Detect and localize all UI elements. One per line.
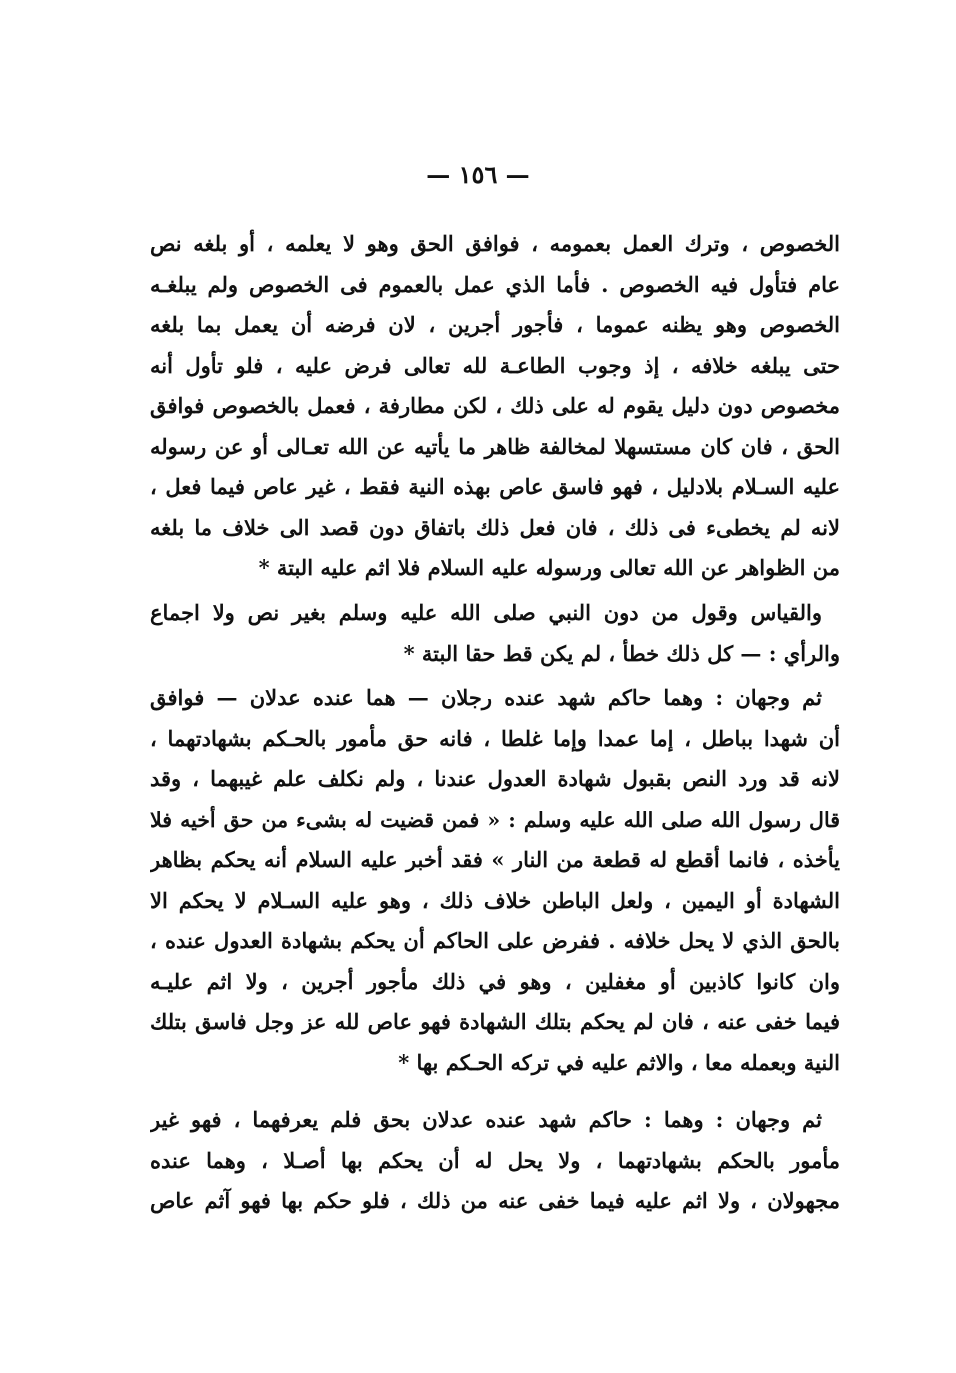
paragraph-3 (150, 678, 840, 1083)
text-line: قال رسول الله صلى الله عليه وسلم : « فمن قضيت له بشىء من حق أخيه فلا (150, 807, 840, 832)
text-line: فيما خفى عنه ، فان لم يحكم بتلك الشهادة فهو عاص لله عز وجل فاسق بتلك (150, 1009, 840, 1034)
paragraph-2 (150, 593, 840, 674)
text-line: عليه السـلام بلادليل ، فهو فاسق عاص بهذه النية فقط ، غير عاص فيما فعل ، (150, 474, 840, 499)
text-line: الخصوص ، وترك العمل بعمومه ، فوافق الحق وهو لا يعلمه ، أو بلغه نص (150, 231, 840, 256)
text-line: حتى يبلغه خلافه ، إذ وجوب الطاعـة لله تعالى فرض عليه ، فلو تأول أنه (150, 352, 840, 378)
text-line: ثم وجهان : وهما : حاكم شهد عنده عدلان بحق فلم يعرفهما ، فهو غير (150, 1107, 822, 1132)
text-line: من الظواهر عن الله تعالى ورسوله عليه السلام فلا اثم عليه البتة * (258, 555, 840, 580)
text-line: الخصوص وهو يظنه عموما ، فأجور أجرين ، لان فرضه أن يعمل بما بلغه (150, 312, 840, 337)
text-line: والرأي : — كل ذلك خطأ ، لم يكن قط حقا البتة * (403, 640, 840, 666)
text-line: النية وبعمله معا ، والاثم عليه في تركه الحـكم بها * (398, 1049, 840, 1075)
text-line: وان كانوا كاذبين أو مغفلين ، وهو في ذلك مأجور أجرين ، ولا اثم عليـه (150, 968, 840, 994)
text-line: لانه لم يخطىء فى ذلك ، فان فعل ذلك باتفاق دون قصد الى خلاف ما بلغه (150, 514, 840, 540)
text-line: الحق ، فان كان مستسهلا لمخالفة ظاهر ما يأتيه عن الله تعـالى أو عن رسوله (150, 433, 840, 459)
text-line: مجهولان ، ولا اثم عليه فيما خفى عنه من ذلك ، فلو حكم بها فهو آثم عاص (150, 1188, 840, 1213)
text-line: مخصوص دون دليل يقوم له على ذلك ، لكن مطارفة ، فعمل بالخصوص فوافق (150, 393, 840, 418)
text-line: مأمور بالحكم بشهادتهما ، ولا يحل له أن يحكم بها أصـلا ، وهما عنده (150, 1147, 840, 1173)
page-number: — ١٥٦ — (426, 160, 530, 189)
text-line: بالحق الذي لا يحل خلافه . ففرض على الحاكم أن يحكم بشهادة العدول عنده ، (150, 928, 840, 953)
text-line: الشهادة أو اليمين ، ولعل الباطن خلاف ذلك ، وهو عليه السـلام لا يحكم الا (150, 887, 840, 913)
paragraph-1 (150, 224, 840, 589)
text-line: يأخذه ، فانما أقطع له قطعة من النار » فقد أخبر عليه السلام أنه يحكم بظاهر (150, 847, 840, 872)
text-line: لانه قد ورد النص بقبول شهادة العدول عندنا ، ولم نكلف علم غيبهما ، وقد (150, 766, 840, 791)
text-line: ثم وجهان : وهما حاكم شهد عنده رجلان — هما عنده عدلان — فوافق (150, 685, 822, 710)
paragraph-4 (150, 1100, 840, 1222)
text-line: عام فتأول فيه الخصوص . فأما الذي عمل بالعموم فى الخصوص ولم يبلغـه (150, 271, 840, 297)
text-line: والقياس وقول من دون النبي صلى الله عليه وسلم بغير نص ولا اجماع (150, 600, 822, 625)
text-line: أن شهدا بباطل ، إما عمدا وإما غلطا ، فانه حق مأمور بالحـكم بشهادتهما ، (150, 725, 840, 751)
